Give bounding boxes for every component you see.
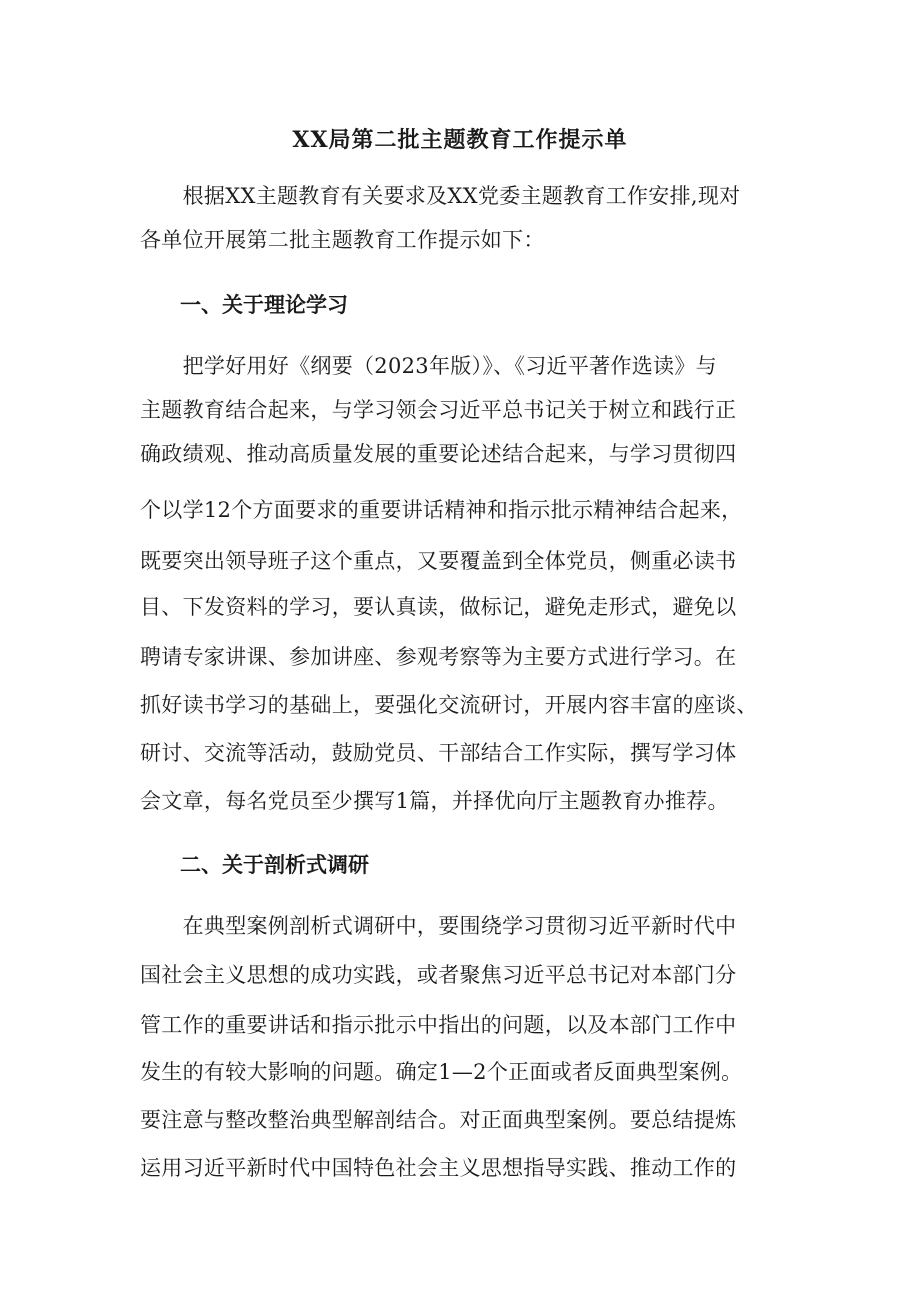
paragraph-line: 管工作的重要讲话和指示批示中指出的问题，以及本部门工作中 xyxy=(140,1013,737,1037)
paragraph-line: 目、下发资料的学习，要认真读，做标记，避免走形式，避免以 xyxy=(140,595,737,619)
paragraph-line: 聘请专家讲课、参加讲座、参观考察等为主要方式进行学习。在 xyxy=(140,645,737,669)
paragraph-line: 发生的有较大影响的问题。确定1—2个正面或者反面典型案例。 xyxy=(140,1060,743,1084)
paragraph-line: 把学好用好《纲要（2023年版）》、《习近平著作选读》与 xyxy=(140,354,717,378)
paragraph-line: 抓好读书学习的基础上，要强化交流研讨，开展内容丰富的座谈、 xyxy=(140,693,758,717)
paragraph-line: 个以学12个方面要求的重要讲话精神和指示批示精神结合起来， xyxy=(140,498,743,522)
section-heading-research: 二、关于剖析式调研 xyxy=(180,853,369,877)
paragraph-line: 既要突出领导班子这个重点，又要覆盖到全体党员，侧重必读书 xyxy=(140,549,737,573)
paragraph-line: 国社会主义思想的成功实践，或者聚焦习近平总书记对本部门分 xyxy=(140,963,737,987)
paragraph-line: 要注意与整改整治典型解剖结合。对正面典型案例。要总结提炼 xyxy=(140,1108,737,1132)
paragraph-line: 确政绩观、推动高质量发展的重要论述结合起来，与学习贯彻四 xyxy=(140,442,737,466)
paragraph-line: 主题教育结合起来，与学习领会习近平总书记关于树立和践行正 xyxy=(140,398,737,422)
paragraph-line: 会文章，每名党员至少撰写1篇，并择优向厅主题教育办推荐。 xyxy=(140,789,729,813)
intro-line: 各单位开展第二批主题教育工作提示如下： xyxy=(140,228,545,252)
paragraph-line: 在典型案例剖析式调研中，要围绕学习贯彻习近平新时代中 xyxy=(140,914,737,938)
document-title: XX局第二批主题教育工作提示单 xyxy=(292,127,628,153)
section-heading-theory: 一、关于理论学习 xyxy=(180,293,348,317)
paragraph-line: 研讨、交流等活动，鼓励党员、干部结合工作实际，撰写学习体 xyxy=(140,741,737,765)
paragraph-line: 运用习近平新时代中国特色社会主义思想指导实践、推动工作的 xyxy=(140,1156,737,1180)
intro-line: 根据XX主题教育有关要求及XX党委主题教育工作安排,现对 xyxy=(140,184,741,208)
